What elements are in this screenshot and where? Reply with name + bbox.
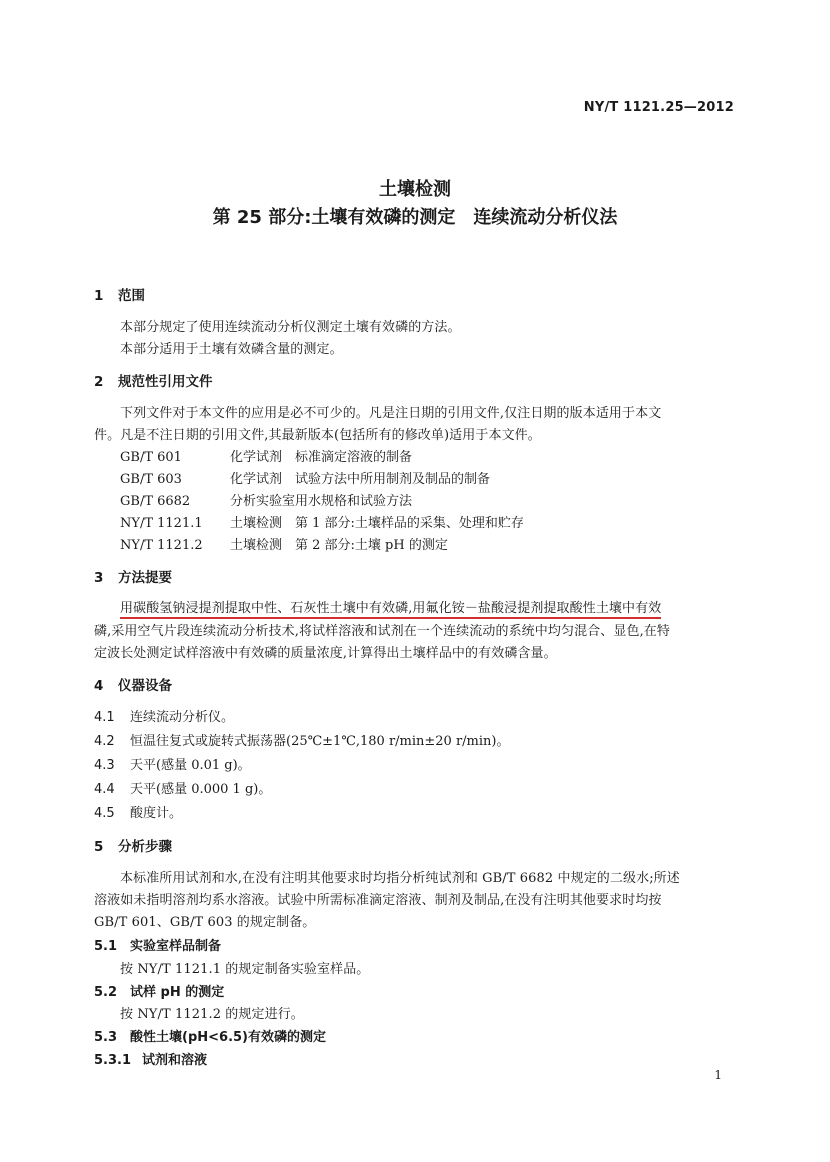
paragraph: 按 NY/T 1121.1 的规定制备实验室样品。 xyxy=(120,962,370,977)
section-2-heading xyxy=(94,370,213,390)
reference-code: GB/T 601 xyxy=(120,450,182,465)
reference-title: 化学试剂 试验方法中所用制剂及制品的制备 xyxy=(230,472,491,487)
subsection-number: 5.2 xyxy=(94,985,118,1000)
reference-item xyxy=(120,468,490,487)
section-number: 5 xyxy=(94,839,104,855)
item-text: 连续流动分析仪。 xyxy=(130,710,235,725)
section-number: 4 xyxy=(94,678,104,694)
item-text: 酸度计。 xyxy=(130,806,183,821)
subsection-number: 5.3 xyxy=(94,1030,118,1045)
section-title: 仪器设备 xyxy=(118,678,172,694)
section-5-heading xyxy=(94,835,172,855)
list-item xyxy=(94,754,251,773)
subsection-number: 5.1 xyxy=(94,939,118,954)
reference-title: 土壤检测 第 2 部分:土壤 pH 的测定 xyxy=(230,538,448,553)
reference-title: 化学试剂 标准滴定溶液的制备 xyxy=(230,450,413,465)
item-number: 4.1 xyxy=(94,710,115,725)
paragraph: 定波长处测定试样溶液中有效磷的质量浓度,计算得出土壤样品中的有效磷含量。 xyxy=(94,646,557,661)
paragraph: 按 NY/T 1121.2 的规定进行。 xyxy=(120,1007,304,1022)
list-item xyxy=(94,778,271,797)
list-item xyxy=(94,730,509,749)
section-title: 规范性引用文件 xyxy=(118,374,213,390)
reference-item xyxy=(120,534,448,553)
list-item xyxy=(94,706,234,725)
subsection-title: 实验室样品制备 xyxy=(130,939,222,954)
item-number: 4.3 xyxy=(94,758,115,773)
document-subtitle: 第 25 部分:土壤有效磷的测定 连续流动分析仪法 xyxy=(212,207,618,228)
paragraph: 本部分规定了使用连续流动分析仪测定土壤有效磷的方法。 xyxy=(120,320,461,335)
section-title: 方法提要 xyxy=(118,570,172,586)
subsection-heading xyxy=(94,935,221,954)
reference-item xyxy=(120,512,524,531)
reference-code: NY/T 1121.1 xyxy=(120,516,203,531)
subsection-title: 酸性土壤(pH<6.5)有效磷的测定 xyxy=(130,1030,326,1045)
reference-code: NY/T 1121.2 xyxy=(120,538,203,553)
paragraph: 磷,采用空气片段连续流动分析技术,将试样溶液和试剂在一个连续流动的系统中均匀混合、显色,在特 xyxy=(94,624,670,639)
item-number: 4.2 xyxy=(94,734,115,749)
subsection-heading xyxy=(94,981,224,1000)
paragraph: 件。凡是不注日期的引用文件,其最新版本(包括所有的修改单)适用于本文件。 xyxy=(94,428,541,443)
subsection-title: 试样 pH 的测定 xyxy=(130,985,225,1000)
subsection-heading xyxy=(94,1026,326,1045)
paragraph xyxy=(120,597,661,616)
paragraph: 溶液如未指明溶剂均系水溶液。试验中所需标准滴定溶液、制剂及制品,在没有注明其他要求时均按 xyxy=(94,893,662,908)
standard-code: NY/T 1121.25—2012 xyxy=(583,100,734,115)
reference-item xyxy=(120,490,412,509)
section-number: 1 xyxy=(94,288,104,304)
item-text: 天平(感量 0.000 1 g)。 xyxy=(130,782,272,797)
item-text: 恒温往复式或旋转式振荡器(25℃±1℃,180 r/min±20 r/min)。 xyxy=(130,734,510,749)
section-number: 2 xyxy=(94,374,104,390)
reference-title: 分析实验室用水规格和试验方法 xyxy=(230,494,413,509)
subsection-title: 试剂和溶液 xyxy=(142,1053,208,1068)
item-number: 4.5 xyxy=(94,806,115,821)
subsection-heading xyxy=(94,1049,207,1068)
section-4-heading xyxy=(94,674,172,694)
section-title: 范围 xyxy=(118,288,145,304)
section-number: 3 xyxy=(94,570,104,586)
paragraph: 本部分适用于土壤有效磷含量的测定。 xyxy=(120,342,343,357)
section-1-heading xyxy=(94,284,145,304)
paragraph: 本标准所用试剂和水,在没有注明其他要求时均指分析纯试剂和 GB/T 6682 中规定的二级水;所述 xyxy=(120,871,680,886)
paragraph: GB/T 601、GB/T 603 的规定制备。 xyxy=(94,915,316,930)
section-3-heading xyxy=(94,566,172,586)
list-item xyxy=(94,802,182,821)
section-title: 分析步骤 xyxy=(118,839,172,855)
reference-title: 土壤检测 第 1 部分:土壤样品的采集、处理和贮存 xyxy=(230,516,524,531)
item-text: 天平(感量 0.01 g)。 xyxy=(130,758,251,773)
reference-item xyxy=(120,446,412,465)
item-number: 4.4 xyxy=(94,782,115,797)
paragraph: 下列文件对于本文件的应用是必不可少的。凡是注日期的引用文件,仅注日期的版本适用于本文 xyxy=(120,406,662,421)
page-number: 1 xyxy=(714,1068,722,1082)
highlighted-text: 用碳酸氢钠浸提剂提取中性、石灰性土壤中有效磷,用氟化铵－盐酸浸提剂提取酸性土壤中有效 xyxy=(120,601,661,619)
reference-code: GB/T 603 xyxy=(120,472,182,487)
subsection-number: 5.3.1 xyxy=(94,1053,132,1068)
document-title: 土壤检测 xyxy=(379,179,451,200)
reference-code: GB/T 6682 xyxy=(120,494,191,509)
